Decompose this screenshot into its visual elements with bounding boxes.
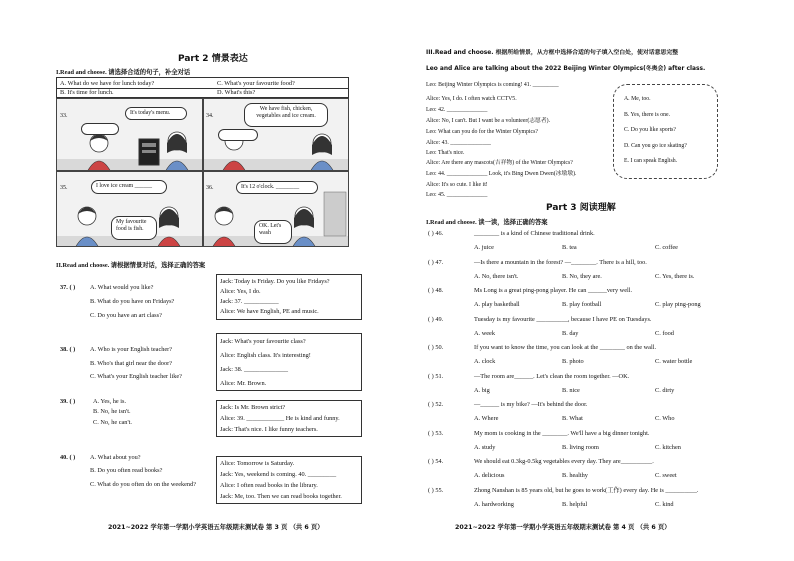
dialog-line-43: Alice: 43. ______________ (426, 140, 491, 146)
question-option: C. food (655, 329, 674, 337)
dialog-line-44: Leo: 44. ______________ Look, it's Bing Dwen Dwen(冰墩墩). (426, 171, 577, 177)
sec2-title: II.Read and choose. 请根据情景对话，选择正确的答案 (56, 262, 206, 269)
option-a: A. What do we have for lunch today? (60, 79, 155, 87)
q38-option-c: C. What's your English teacher like? (90, 373, 182, 380)
question-option: A. Where (474, 415, 499, 422)
q37-number: 37. ( ) (60, 284, 76, 291)
question-option: A. clock (474, 358, 496, 365)
dialog-line: Jack: Me, too. Then we can read books together. (220, 493, 342, 500)
dialog-line: Jack: That's nice. I like funny teachers. (220, 426, 318, 433)
dialog-line-41: Leo: Beijing Winter Olympics is coming! 41. _________ (426, 82, 559, 88)
question-text: Zhong Nanshan is 85 years old, but he goes to work(工作) every day. He is __________. (474, 486, 699, 494)
option-c: C. What's your favourite food? (217, 79, 295, 87)
question-option: B. What (562, 415, 583, 422)
q38-option-b: B. Who's that girl near the door? (90, 360, 172, 367)
comic-panel-34 (203, 98, 349, 171)
question-number: ( ) 55. (428, 486, 444, 494)
dialog-line: Alice: We have English, PE and music. (220, 308, 319, 315)
comic-panel-36 (203, 171, 349, 247)
q39-option-c: C. No, he can't. (93, 419, 132, 426)
dialog-line: Leo: That's nice. (426, 150, 465, 156)
q37-option-a: A. What would you like? (90, 284, 154, 291)
speech-bubble: I love ice cream ______ (91, 180, 167, 194)
comic-panel-35 (56, 171, 203, 247)
question-option: C. coffee (655, 244, 678, 251)
sec1-title: I.Read and choose. 请选择合适的句子，补全对话 (56, 69, 191, 76)
dialog-line-42: Leo: 42. ______________ (426, 107, 488, 113)
question-option: B. No, they are. (562, 272, 602, 280)
dialog-line: Alice: 39. ____________ He is kind and funny. (220, 415, 340, 422)
question-option: C. play ping-pong (655, 301, 701, 308)
sec3-subtitle: Leo and Alice are talking about the 2022 Beijing Winter Olympics(冬奥会) after class. (426, 66, 706, 72)
question-option: B. play football (562, 301, 602, 308)
q40-dialog-box (216, 456, 362, 504)
q40-option-c: C. What do you often do on the weekend? (90, 481, 197, 488)
dialog-line: Jack: What's your favourite class? (220, 338, 306, 345)
question-option: C. water bottle (655, 358, 693, 365)
dialog-line: Alice: I often read books in the library. (220, 482, 318, 489)
question-number: ( ) 52. (428, 401, 444, 408)
reading-sec1-title: I.Read and choose. 读一读，选择正确的答案 (426, 219, 548, 226)
question-option: B. living room (562, 443, 599, 451)
question-number: ( ) 48. (428, 287, 444, 294)
speech-bubble: We have fish, chicken, vegetables and ice cream. (244, 103, 328, 127)
question-text: —The room are______. Let's clean the room together. —OK. (474, 372, 630, 380)
speech-bubble: It's 12 o'clock. ________ (236, 181, 318, 194)
speech-bubble: It's today's menu. (125, 107, 187, 120)
q37-dialog-box (216, 274, 362, 320)
question-option: C. dirty (655, 386, 675, 394)
comic-panel-33 (56, 98, 203, 171)
question-number: ( ) 53. (428, 429, 444, 437)
question-option: B. photo (562, 358, 584, 365)
q39-dialog-box (216, 400, 362, 437)
question-option: B. healthy (562, 472, 588, 479)
dialog-line: Leo: What can you do for the Winter Olympics? (426, 129, 538, 135)
question-number: ( ) 50. (428, 344, 444, 351)
question-option: A. week (474, 329, 495, 337)
part2-title: Part 2 情景表达 (178, 54, 248, 64)
dialog-line: Alice: Yes, I do. I often watch CCTV5. (426, 96, 517, 102)
question-text: If you want to know the time, you can look at the ________ on the wall. (474, 344, 657, 351)
question-option: B. nice (562, 386, 580, 394)
q39-option-b: B. No, he isn't. (93, 408, 131, 415)
question-text: Ms Long is a great ping-pong player. He can ______very well. (474, 287, 633, 294)
comic-number: 33. (60, 113, 68, 119)
question-option: A. play basketball (474, 301, 520, 308)
question-number: ( ) 46. (428, 230, 444, 237)
dialog-line: Jack: Today is Friday. Do you like Fridays? (220, 278, 330, 285)
question-option: A. juice (474, 244, 494, 251)
left-page-footer: 2021~2022 学年第一学期小学英语五年级期末测试卷 第 3 页 （共 6 页） (108, 524, 324, 531)
q38-dialog-box (216, 333, 362, 391)
option-b: B. It's time for lunch. (60, 89, 114, 96)
dialog-line: Jack: Yes, weekend is coming. 40. _________ (220, 471, 337, 478)
choice-a: A. Me, too. (624, 96, 651, 102)
question-option: A. hardworking (474, 500, 514, 508)
dialog-line: Alice: No, I can't. But I want be a volunteer(志愿者). (426, 118, 551, 124)
question-option: B. helpful (562, 500, 588, 508)
dialog-line: Alice: English class. It's interesting! (220, 352, 311, 359)
question-number: ( ) 54. (428, 458, 444, 465)
q40-option-a: A. What about you? (90, 454, 141, 461)
q38-option-a: A. Who is your English teacher? (90, 346, 173, 353)
q39-option-a: A. Yes, he is. (93, 398, 127, 405)
dialog-line: Alice: It's so cute. I like it! (426, 182, 488, 188)
part3-title: Part 3 阅读理解 (546, 203, 616, 213)
dialog-line: Jack: Is Mr. Brown strict? (220, 404, 286, 411)
speech-bubble: OK. Let's wash (254, 220, 292, 244)
question-option: A. big (474, 386, 490, 394)
dialog-line: Alice: Tomorrow is Saturday. (220, 460, 295, 467)
question-text: —Is there a mountain in the forest? —________. There is a hill, too. (474, 258, 647, 266)
q39-number: 39. ( ) (60, 398, 76, 405)
sec3-title: III.Read and choose. 根据所给情景，从方框中选择合适的句子填入空白处，使对话意思完整 (426, 50, 679, 56)
option-d: D. What's this? (217, 89, 256, 96)
question-number: ( ) 51. (428, 372, 444, 380)
speech-bubble: My favourite food is fish. (111, 216, 157, 240)
choice-e: E. I can speak English. (624, 158, 678, 164)
choice-c: C. Do you like sports? (624, 127, 677, 133)
dialog-line: Alice: Yes, I do. (220, 288, 261, 295)
q40-option-b: B. Do you often read books? (90, 467, 163, 474)
q37-option-c: C. Do you have an art class? (90, 312, 162, 319)
right-page-footer: 2021~2022 学年第一学期小学英语五年级期末测试卷 第 4 页 （共 6 页） (455, 524, 671, 531)
question-text: —______ is my bike? —It's behind the door. (474, 401, 588, 408)
dialog-line-45: Leo: 45. ______________ (426, 192, 488, 198)
choice-d: D. Can you go ice skating? (624, 143, 687, 149)
question-text: We should eat 0.3kg-0.5kg vegetables every day. They are__________. (474, 458, 654, 465)
question-option: A. study (474, 443, 496, 451)
speech-bubble-empty (218, 129, 258, 141)
choices-box (613, 84, 718, 179)
speech-bubble-empty (81, 123, 119, 135)
question-option: B. tea (562, 244, 577, 251)
q37-option-b: B. What do you have on Fridays? (90, 298, 175, 305)
question-option: B. day (562, 329, 579, 337)
question-option: C. sweet (655, 472, 677, 479)
choice-b: B. Yes, there is one. (624, 112, 671, 118)
question-text: My mom is cooking in the ________. We'll have a big dinner tonight. (474, 429, 650, 437)
dialog-line: Jack: 37. ___________ (220, 298, 279, 305)
comic-number: 34. (206, 113, 214, 119)
question-option: A. delicious (474, 472, 505, 479)
question-option: C. kind (655, 500, 674, 508)
comic-number: 36. (206, 185, 214, 191)
dialog-line: Jack: 38. ______________ (220, 366, 289, 373)
comic-number: 35. (60, 185, 68, 191)
question-option: C. Who (655, 415, 675, 422)
dialog-line: Alice: Are there any mascots(吉祥物) of the Winter Olympics? (426, 160, 573, 166)
question-number: ( ) 49. (428, 315, 444, 323)
question-option: C. Yes, there is. (655, 272, 695, 280)
question-text: ________ is a kind of Chinese traditional drink. (474, 230, 595, 237)
q40-number: 40. ( ) (60, 454, 76, 461)
question-option: C. kitchen (655, 443, 681, 451)
question-option: A. No, there isn't. (474, 272, 519, 280)
dialog-line: Alice: Mr. Brown. (220, 380, 267, 387)
question-number: ( ) 47. (428, 258, 444, 266)
q38-number: 38. ( ) (60, 346, 76, 353)
question-text: Tuesday is my favourite __________, because I have PE on Tuesdays. (474, 315, 652, 323)
